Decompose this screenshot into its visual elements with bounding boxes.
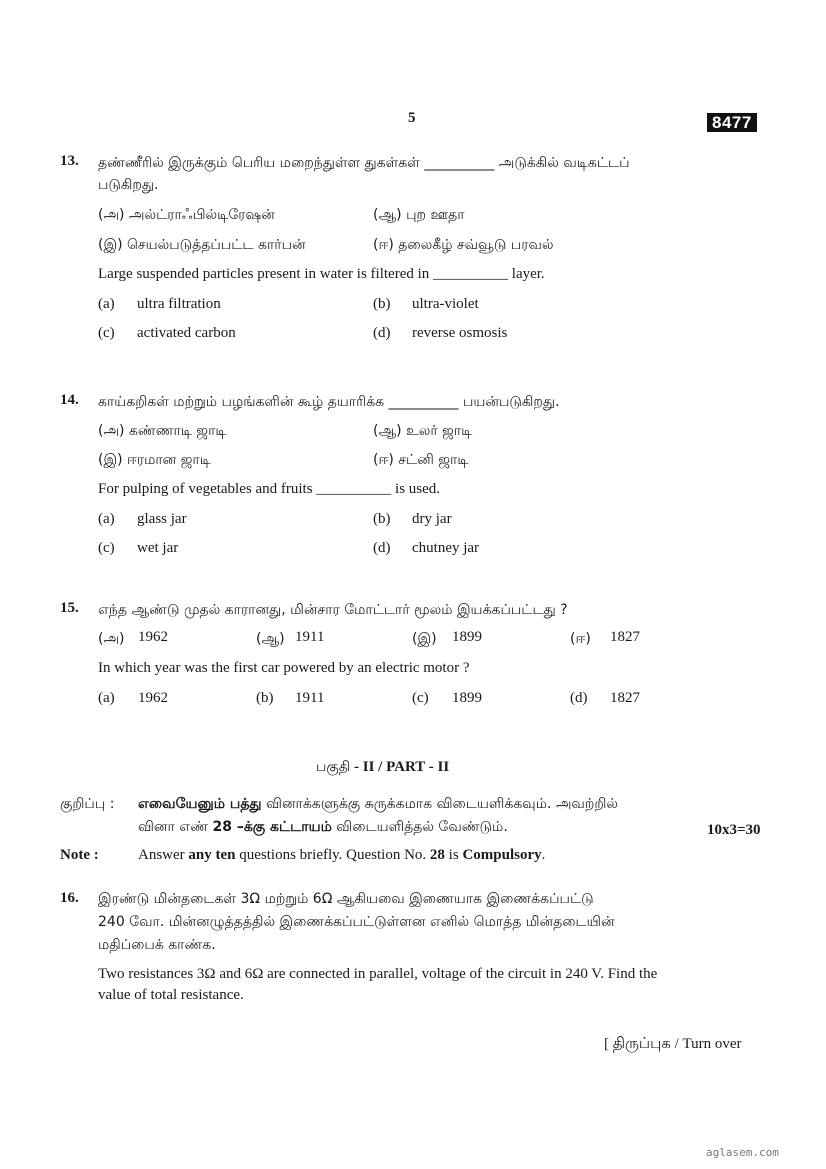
tamil-option: (ஆ) உலர் ஜாடி — [373, 423, 473, 439]
option-text: dry jar — [412, 511, 452, 527]
option-text: ultra-violet — [412, 296, 479, 312]
option-text: wet jar — [137, 540, 179, 556]
question-english-text: Two resistances 3Ω and 6Ω are connected in parallel, voltage of the circuit in 240 V. Find the — [98, 966, 658, 982]
question-tamil-line: தண்ணீரில் இருக்கும் பெரிய மறைந்துள்ள துகள்கள் __________ அடுக்கில் வடிகட்டப் — [98, 155, 630, 171]
option-letter: (a) — [98, 690, 115, 706]
question-number: 15. — [60, 600, 79, 616]
question-number: 13. — [60, 153, 79, 169]
note-tamil-line — [138, 796, 618, 814]
note-bold: 28 — [429, 847, 445, 863]
option-letter: (a) — [98, 511, 115, 527]
option-text: 1962 — [138, 690, 168, 706]
question-tamil-line: காய்கறிகள் மற்றும் பழங்களின் கூழ் தயாரிக்க __________ பயன்படுகிறது. — [98, 394, 560, 410]
paper-code-badge: 8477 — [707, 113, 757, 132]
option-letter: (b) — [373, 296, 391, 312]
note-bold: Compulsory — [462, 847, 542, 863]
option-text: 1911 — [295, 690, 325, 706]
option-text: 1827 — [610, 629, 640, 645]
option-text: glass jar — [137, 511, 187, 527]
question-number: 14. — [60, 392, 79, 408]
option-text: 1962 — [138, 629, 168, 645]
question-english-text: In which year was the first car powered by an electric motor ? — [98, 660, 470, 676]
page-number: 5 — [408, 110, 416, 126]
option-letter: (d) — [373, 540, 391, 556]
note-tamil-line — [138, 819, 508, 837]
note-tamil-bold: எவையேனும் பத்து — [138, 796, 262, 812]
option-text: 1911 — [295, 629, 325, 645]
note-part: Answer — [138, 847, 189, 863]
option-letter: (a) — [98, 296, 115, 312]
question-tamil-line: 240 வோ. மின்னழுத்தத்தில் இணைக்கப்பட்டுள்ளன எனில் மொத்த மின்தடையின் — [98, 914, 615, 930]
note-tamil-label: குறிப்பு : — [60, 796, 115, 812]
option-letter: (d) — [373, 325, 391, 341]
option-letter: (அ) — [98, 631, 125, 647]
part-heading — [316, 759, 449, 777]
option-text: chutney jar — [412, 540, 480, 556]
option-letter: (ஆ) — [256, 631, 285, 647]
question-english-text: Large suspended particles present in water is filtered in __________ layer. — [98, 266, 545, 282]
note-bold: any ten — [188, 847, 236, 863]
tamil-option: (அ) கண்ணாடி ஜாடி — [98, 423, 227, 439]
tamil-option: (ஆ) புற ஊதா — [373, 207, 465, 223]
marks-allocation: 10x3=30 — [707, 822, 761, 838]
option-text: activated carbon — [137, 325, 236, 341]
note-english-text — [138, 847, 545, 864]
question-tamil-line: படுகிறது. — [98, 177, 159, 193]
option-letter: (d) — [570, 690, 588, 706]
option-text: reverse osmosis — [412, 325, 508, 341]
tamil-option: (ஈ) தலைகீழ் சவ்வூடு பரவல் — [373, 237, 554, 253]
question-number: 16. — [60, 890, 79, 906]
tamil-option: (அ) அல்ட்ராஃபில்டிரேஷன் — [98, 207, 275, 223]
note-tamil-compulsory: 28 –க்கு கட்டாயம் — [212, 819, 332, 835]
option-letter: (c) — [98, 540, 115, 556]
tamil-option: (இ) ஈரமான ஜாடி — [98, 452, 211, 468]
option-letter: (b) — [373, 511, 391, 527]
option-text: 1899 — [452, 629, 482, 645]
watermark: aglasem.com — [706, 1146, 779, 1159]
option-letter: (c) — [412, 690, 429, 706]
question-english-text: For pulping of vegetables and fruits __________ is used. — [98, 481, 441, 497]
part-heading-tamil: பகுதி — [316, 759, 351, 775]
turn-over-note: [ திருப்புக / Turn over — [604, 1036, 742, 1052]
part-heading-english: - II / PART - II — [350, 759, 450, 775]
note-tamil-part: வினா எண் — [138, 819, 213, 835]
question-tamil-line: இரண்டு மின்தடைகள் 3Ω மற்றும் 6Ω ஆகியவை இணையாக இணைக்கப்பட்டு — [98, 891, 594, 907]
option-text: ultra filtration — [137, 296, 221, 312]
option-letter: (இ) — [412, 631, 437, 647]
option-text: 1827 — [610, 690, 640, 706]
note-tamil-rest: வினாக்களுக்கு சுருக்கமாக விடையளிக்கவும். அவற்றில் — [261, 796, 619, 812]
question-english-text: value of total resistance. — [98, 987, 244, 1003]
question-tamil-line: எந்த ஆண்டு முதல் காரானது, மின்சார மோட்டார் மூலம் இயக்கப்பட்டது ? — [98, 602, 568, 618]
note-tamil-part: விடையளித்தல் வேண்டும். — [331, 819, 508, 835]
note-part: . — [541, 847, 546, 863]
note-label: Note : — [60, 847, 99, 863]
question-tamil-line: மதிப்பைக் காண்க. — [98, 937, 216, 953]
note-part: is — [444, 847, 463, 863]
tamil-option: (ஈ) சட்னி ஜாடி — [373, 452, 469, 468]
tamil-option: (இ) செயல்படுத்தப்பட்ட கார்பன் — [98, 237, 306, 253]
option-letter: (c) — [98, 325, 115, 341]
option-text: 1899 — [452, 690, 482, 706]
note-part: questions briefly. Question No. — [235, 847, 430, 863]
option-letter: (b) — [256, 690, 274, 706]
option-letter: (ஈ) — [570, 631, 591, 647]
